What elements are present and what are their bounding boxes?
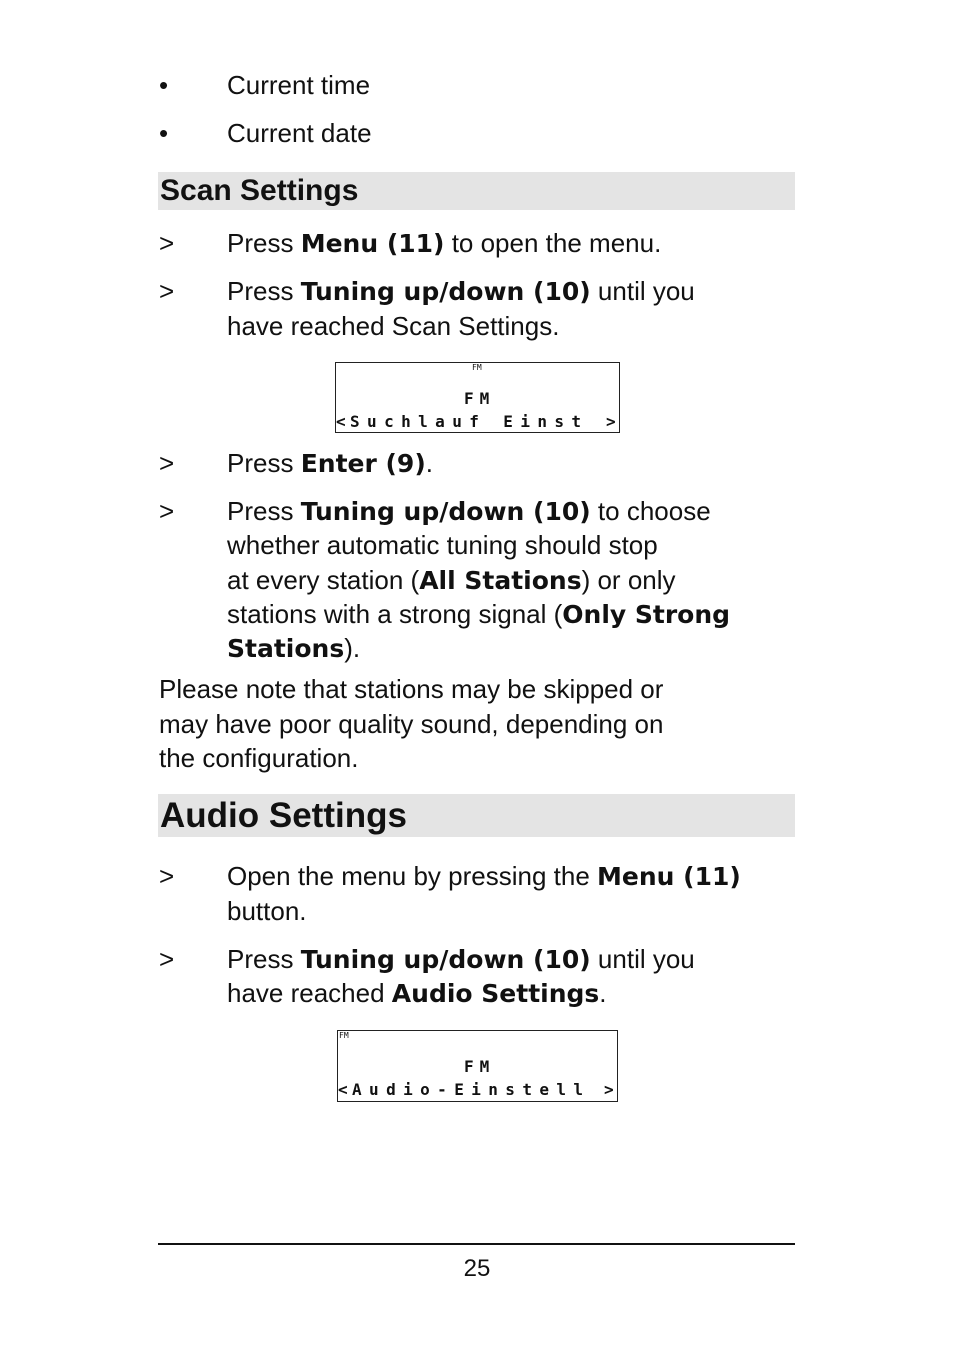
display-menu-text: Suchlauf Einst	[350, 412, 589, 431]
step-text-line	[227, 976, 807, 1012]
scan-settings-heading: Scan Settings	[160, 174, 359, 207]
note-line: the configuration.	[159, 743, 359, 773]
menu-button-reference: Menu (11)	[597, 862, 741, 891]
note-line: may have poor quality sound, depending on	[159, 709, 664, 739]
step-text-line: button.	[227, 896, 307, 926]
display-right-arrow: >	[606, 412, 616, 431]
step-marker: >	[159, 496, 175, 526]
step-text-part: Press	[227, 228, 301, 258]
step-text-line	[227, 563, 807, 599]
display-left-arrow: <	[336, 412, 346, 431]
display-menu-text: Audio-Einstell	[352, 1080, 591, 1099]
step-text-part: .	[425, 448, 433, 478]
step-text-part: until you	[590, 276, 695, 306]
bullet-marker: •	[159, 118, 169, 148]
step-text-part: .	[599, 978, 607, 1008]
bullet-item-current-time: Current time	[227, 70, 371, 100]
tuning-button-reference: Tuning up/down (10)	[300, 497, 591, 526]
option-only-strong-stations: Only Strong	[562, 600, 731, 629]
bullet-marker: •	[159, 70, 169, 100]
display-band-label: FM	[464, 1057, 496, 1076]
step-text	[227, 226, 807, 262]
step-marker: >	[159, 944, 175, 974]
audio-settings-heading-bar	[158, 794, 795, 837]
display-band-indicator: FM	[472, 363, 482, 372]
step-marker: >	[159, 276, 175, 306]
page-number: 25	[463, 1255, 491, 1282]
scan-settings-heading-bar	[158, 172, 795, 210]
menu-button-reference: Menu (11)	[300, 229, 445, 258]
audio-settings-heading: Audio Settings	[160, 796, 407, 835]
step-text-part: at every station (	[227, 565, 420, 595]
step-text	[227, 446, 807, 482]
tuning-button-reference: Tuning up/down (10)	[300, 945, 591, 974]
scan-settings-display	[335, 362, 620, 433]
display-left-arrow: <	[338, 1080, 348, 1099]
step-marker: >	[159, 448, 175, 478]
display-right-arrow: >	[604, 1080, 614, 1099]
step-marker: >	[159, 861, 175, 891]
note-line: Please note that stations may be skipped or	[159, 674, 664, 704]
option-all-stations: All Stations	[419, 566, 582, 595]
step-text-part: ).	[344, 633, 361, 663]
step-text-part: to choose	[590, 496, 711, 526]
step-text-part: to open the menu.	[444, 228, 662, 258]
step-text-part: Open the menu by pressing the	[227, 861, 598, 891]
step-text	[227, 859, 827, 895]
display-band-label: FM	[464, 389, 496, 408]
audio-settings-display	[337, 1030, 618, 1102]
step-text-part: have reached	[227, 978, 392, 1008]
step-text-part: Press	[227, 276, 301, 306]
step-marker: >	[159, 228, 175, 258]
step-text-line	[227, 494, 807, 530]
step-text-line: whether automatic tuning should stop	[227, 530, 658, 560]
step-text-part: until you	[590, 944, 695, 974]
step-text-line	[227, 631, 807, 667]
tuning-button-reference: Tuning up/down (10)	[300, 277, 591, 306]
audio-settings-reference: Audio Settings	[391, 979, 600, 1008]
option-only-strong-stations: Stations	[227, 634, 345, 663]
step-text-line: have reached Scan Settings.	[227, 311, 560, 341]
display-band-indicator: FM	[339, 1031, 349, 1040]
step-text-part: Press	[227, 448, 301, 478]
step-text-part: stations with a strong signal (	[227, 599, 563, 629]
step-text	[227, 942, 807, 978]
step-text-part: Press	[227, 496, 301, 526]
step-text-line	[227, 597, 827, 633]
footer-rule	[158, 1243, 795, 1245]
step-text-part: Press	[227, 944, 301, 974]
step-text	[227, 274, 807, 310]
enter-button-reference: Enter (9)	[300, 449, 426, 478]
step-text-part: ) or only	[581, 565, 676, 595]
bullet-item-current-date: Current date	[227, 118, 372, 148]
